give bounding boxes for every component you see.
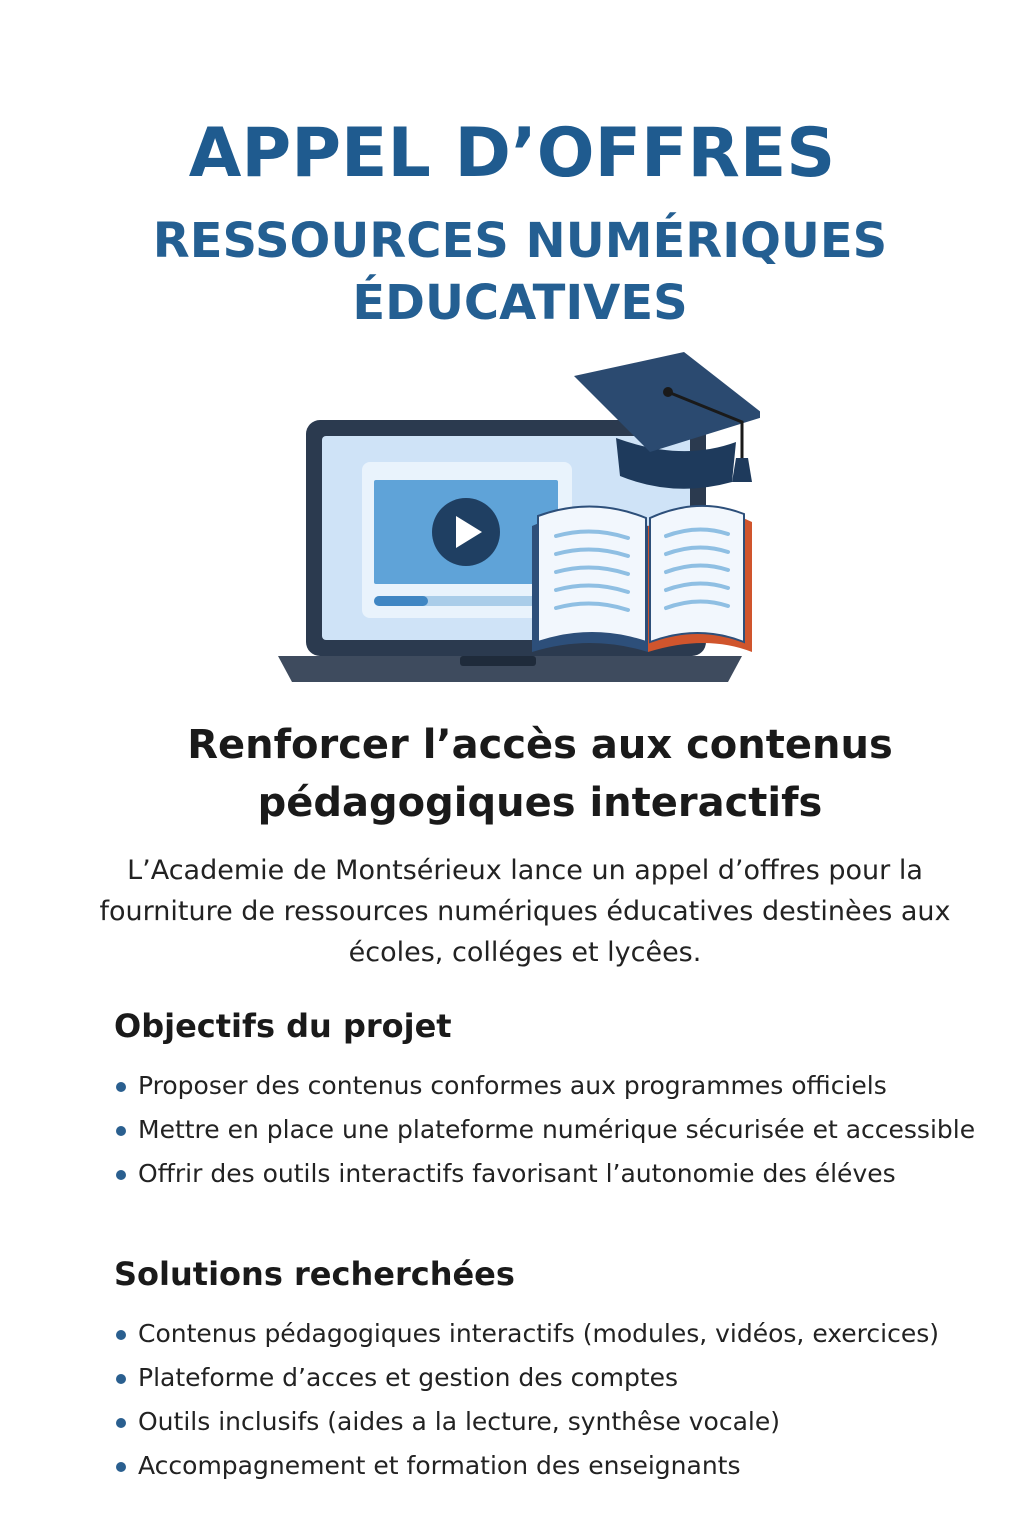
bullet-icon <box>116 1374 126 1384</box>
bullet-icon <box>116 1082 126 1092</box>
bullet-icon <box>116 1126 126 1136</box>
list-item <box>114 1360 994 1396</box>
bullet-icon <box>116 1462 126 1472</box>
bullet-icon <box>116 1418 126 1428</box>
list-item-text: Accompagnement et formation des enseignants <box>138 1451 741 1480</box>
headline: Renforcer l’accès aux contenus pédagogiques interactifs <box>187 722 893 826</box>
objectives-list <box>114 1068 994 1200</box>
bullet-icon <box>116 1330 126 1340</box>
page-title: APPEL D’OFFRES <box>188 114 836 193</box>
list-item-text: Proposer des contenus conformes aux programmes officiels <box>138 1071 887 1100</box>
solutions-heading: Solutions recherchées <box>114 1255 515 1293</box>
list-item-text: Contenus pédagogiques interactifs (modules, vidéos, exercices) <box>138 1319 940 1348</box>
list-item <box>114 1316 994 1352</box>
list-item-text: Mettre en place une plateforme numérique sécurisée et accessible <box>138 1115 976 1144</box>
list-item-text: Offrir des outils interactifs favorisant l’autonomie des éléves <box>138 1159 896 1188</box>
solutions-list <box>114 1316 994 1492</box>
list-item <box>114 1404 994 1440</box>
education-illustration <box>270 350 760 690</box>
intro-paragraph: L’Academie de Montsérieux lance un appel d’offres pour la fourniture de ressources numériques éducatives destinèes aux écoles, colléges et lycêes. <box>99 855 951 968</box>
open-book-icon <box>532 506 752 652</box>
bullet-icon <box>116 1170 126 1180</box>
list-item-text: Outils inclusifs (aides a la lecture, synthêse vocale) <box>138 1407 780 1436</box>
list-item <box>114 1112 994 1148</box>
list-item <box>114 1448 994 1484</box>
page-subtitle: RESSOURCES NUMÉRIQUES ÉDUCATIVES <box>152 213 888 331</box>
list-item-text: Plateforme d’acces et gestion des comptes <box>138 1363 679 1392</box>
list-item <box>114 1156 994 1192</box>
list-item <box>114 1068 994 1104</box>
objectives-heading: Objectifs du projet <box>114 1007 452 1045</box>
